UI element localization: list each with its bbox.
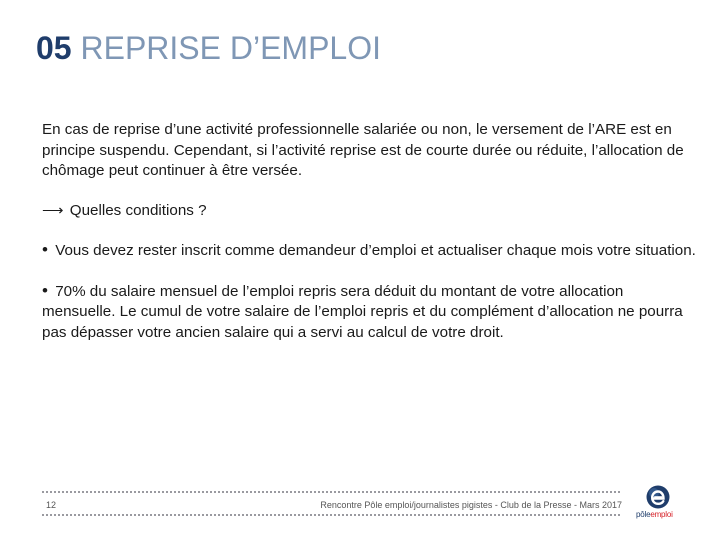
slide-body: [42, 120, 697, 343]
logo-word-pole: pôle: [636, 510, 651, 519]
logo-word-emploi: emploi: [650, 510, 673, 519]
intro-paragraph: En cas de reprise d’une activité professionnelle salariée ou non, le versement de l’ARE est en principe suspendu. Cependant, si l’activité reprise est de courte durée ou réduite, l’allocation de chômage peut continuer à être versée.: [42, 121, 684, 179]
bullet-item: [42, 240, 697, 262]
page-number: 12: [46, 500, 57, 510]
bullet-text: Vous devez rester inscrit comme demandeur d’emploi et actualiser chaque mois votre situation.: [55, 242, 696, 259]
footer-caption: Rencontre Pôle emploi/journalistes pigistes - Club de la Presse - Mars 2017: [320, 500, 622, 510]
bullet-icon: •: [42, 280, 48, 300]
arrow-right-icon: ⟶: [42, 201, 64, 219]
slide-title: [36, 28, 381, 68]
logo-wordmark: [636, 510, 673, 519]
question-line: [42, 201, 697, 222]
section-title: REPRISE D’EMPLOI: [80, 30, 381, 66]
bullet-icon: •: [42, 240, 48, 259]
bullet-item: [42, 281, 697, 344]
footer-divider-bottom: [42, 514, 620, 516]
bullet-text: 70% du salaire mensuel de l’emploi repris sera déduit du montant de votre allocation mensuelle. Le cumul de votre salaire de l’emploi repris et du complément d’allocation ne pourra pas dépasser votre ancien salaire qui a servi au calcul de votre droit.: [42, 282, 683, 341]
question-text: Quelles conditions ?: [69, 201, 207, 219]
footer-divider-top: [42, 491, 620, 493]
section-number: 05: [36, 30, 72, 66]
